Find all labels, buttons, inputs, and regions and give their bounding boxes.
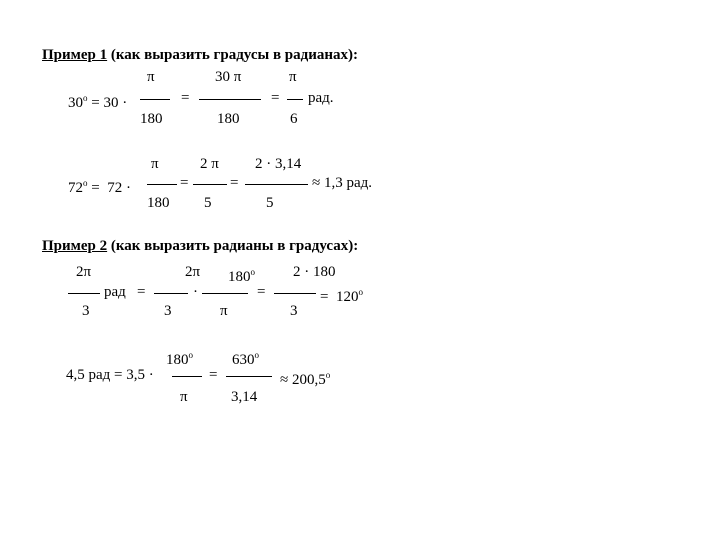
- degree-sign: o: [325, 370, 331, 380]
- fraction-bar: [172, 376, 202, 377]
- ex2-eq1-f1-numerator: 2π: [76, 264, 92, 280]
- fraction-bar: [287, 99, 303, 100]
- ex2-eq1-f3-denominator: π: [220, 303, 228, 319]
- eq1-f2-numerator: 30 π: [215, 69, 242, 85]
- ex2-eq1-f2-numerator: 2π: [185, 264, 201, 280]
- ex2-eq1-f2-denominator: 3: [164, 303, 172, 319]
- degree-sign: o: [83, 178, 88, 188]
- ex2-eq2-f1-numerator: [166, 346, 193, 369]
- ex2-eq1-unit: рад: [104, 284, 126, 300]
- ex2-eq1-f3-numerator: [228, 263, 255, 286]
- degree-sign: o: [188, 350, 193, 360]
- degree-sign: o: [254, 350, 259, 360]
- fraction-bar: [202, 293, 248, 294]
- fraction-bar: [193, 184, 227, 185]
- eq1-lhs: [68, 89, 131, 112]
- example2-heading: [42, 237, 358, 255]
- equals-sign: =: [137, 284, 146, 300]
- example1-heading-label: Пример 1: [42, 47, 108, 63]
- example1-heading: [42, 46, 358, 64]
- ex2-eq2-f2-numerator-value: 630: [232, 352, 255, 368]
- eq1-f3-denominator: 6: [290, 111, 298, 127]
- fraction-bar: [147, 184, 177, 185]
- eq2-f3-denominator: 5: [266, 195, 274, 211]
- equals-sign: =: [257, 284, 266, 300]
- fraction-bar: [245, 184, 308, 185]
- ex2-eq1-f3-numerator-value: 180: [228, 269, 251, 285]
- example1-heading-rest: (как выразить градусы в радианах):: [107, 47, 359, 63]
- eq1-f1-denominator: 180: [140, 111, 163, 127]
- fraction-bar: [226, 376, 272, 377]
- fraction-bar: [274, 293, 316, 294]
- eq2-lhs-value: 72: [68, 180, 83, 196]
- eq1-f1-numerator: π: [147, 69, 155, 85]
- degree-sign: o: [83, 93, 88, 103]
- eq1-lhs-value: 30: [68, 95, 83, 111]
- eq2-lhs: [68, 174, 135, 197]
- fraction-bar: [199, 99, 261, 100]
- eq1-multiplier: = 30 ·: [87, 95, 131, 111]
- equals-sign: =: [230, 175, 239, 191]
- ex2-eq1-f4-denominator: 3: [290, 303, 298, 319]
- ex2-eq1-f4-numerator: 2 · 180: [293, 264, 336, 280]
- example2-heading-label: Пример 2: [42, 238, 108, 254]
- eq1-f2-denominator: 180: [217, 111, 240, 127]
- ex2-eq2-f2-numerator: [232, 346, 259, 369]
- eq2-f1-numerator: π: [151, 156, 159, 172]
- ex2-eq2-f1-denominator: π: [180, 389, 188, 405]
- eq1-unit: рад.: [308, 90, 334, 106]
- fraction-bar: [140, 99, 170, 100]
- equals-sign: =: [180, 175, 189, 191]
- eq1-f3-numerator: π: [289, 69, 297, 85]
- fraction-bar: [68, 293, 100, 294]
- fraction-bar: [154, 293, 188, 294]
- multiplication-dot: ·: [193, 284, 198, 300]
- equals-sign: =: [271, 90, 280, 106]
- ex2-eq1-result: [320, 283, 363, 306]
- ex2-eq2-approx-value: ≈ 200,5: [280, 372, 326, 388]
- ex2-eq2-lhs: 4,5 рад = 3,5 ·: [66, 367, 158, 383]
- ex2-eq1-f1-denominator: 3: [82, 303, 90, 319]
- degree-sign: o: [358, 287, 363, 297]
- eq2-f2-numerator: 2 π: [200, 156, 219, 172]
- ex2-eq1-result-value: = 120: [320, 289, 359, 305]
- eq2-f3-numerator: 2 · 3,14: [255, 156, 302, 172]
- example2-heading-rest: (как выразить радианы в градусах):: [107, 238, 359, 254]
- eq2-approx: ≈ 1,3 рад.: [312, 175, 373, 191]
- eq2-f1-denominator: 180: [147, 195, 170, 211]
- ex2-eq2-approx: [280, 366, 330, 389]
- equals-sign: =: [209, 367, 218, 383]
- ex2-eq2-f2-denominator: 3,14: [231, 389, 258, 405]
- ex2-eq2-f1-numerator-value: 180: [166, 352, 189, 368]
- eq2-f2-denominator: 5: [204, 195, 212, 211]
- eq2-multiplier: = 72 ·: [87, 180, 135, 196]
- degree-sign: o: [250, 267, 255, 277]
- equals-sign: =: [181, 90, 190, 106]
